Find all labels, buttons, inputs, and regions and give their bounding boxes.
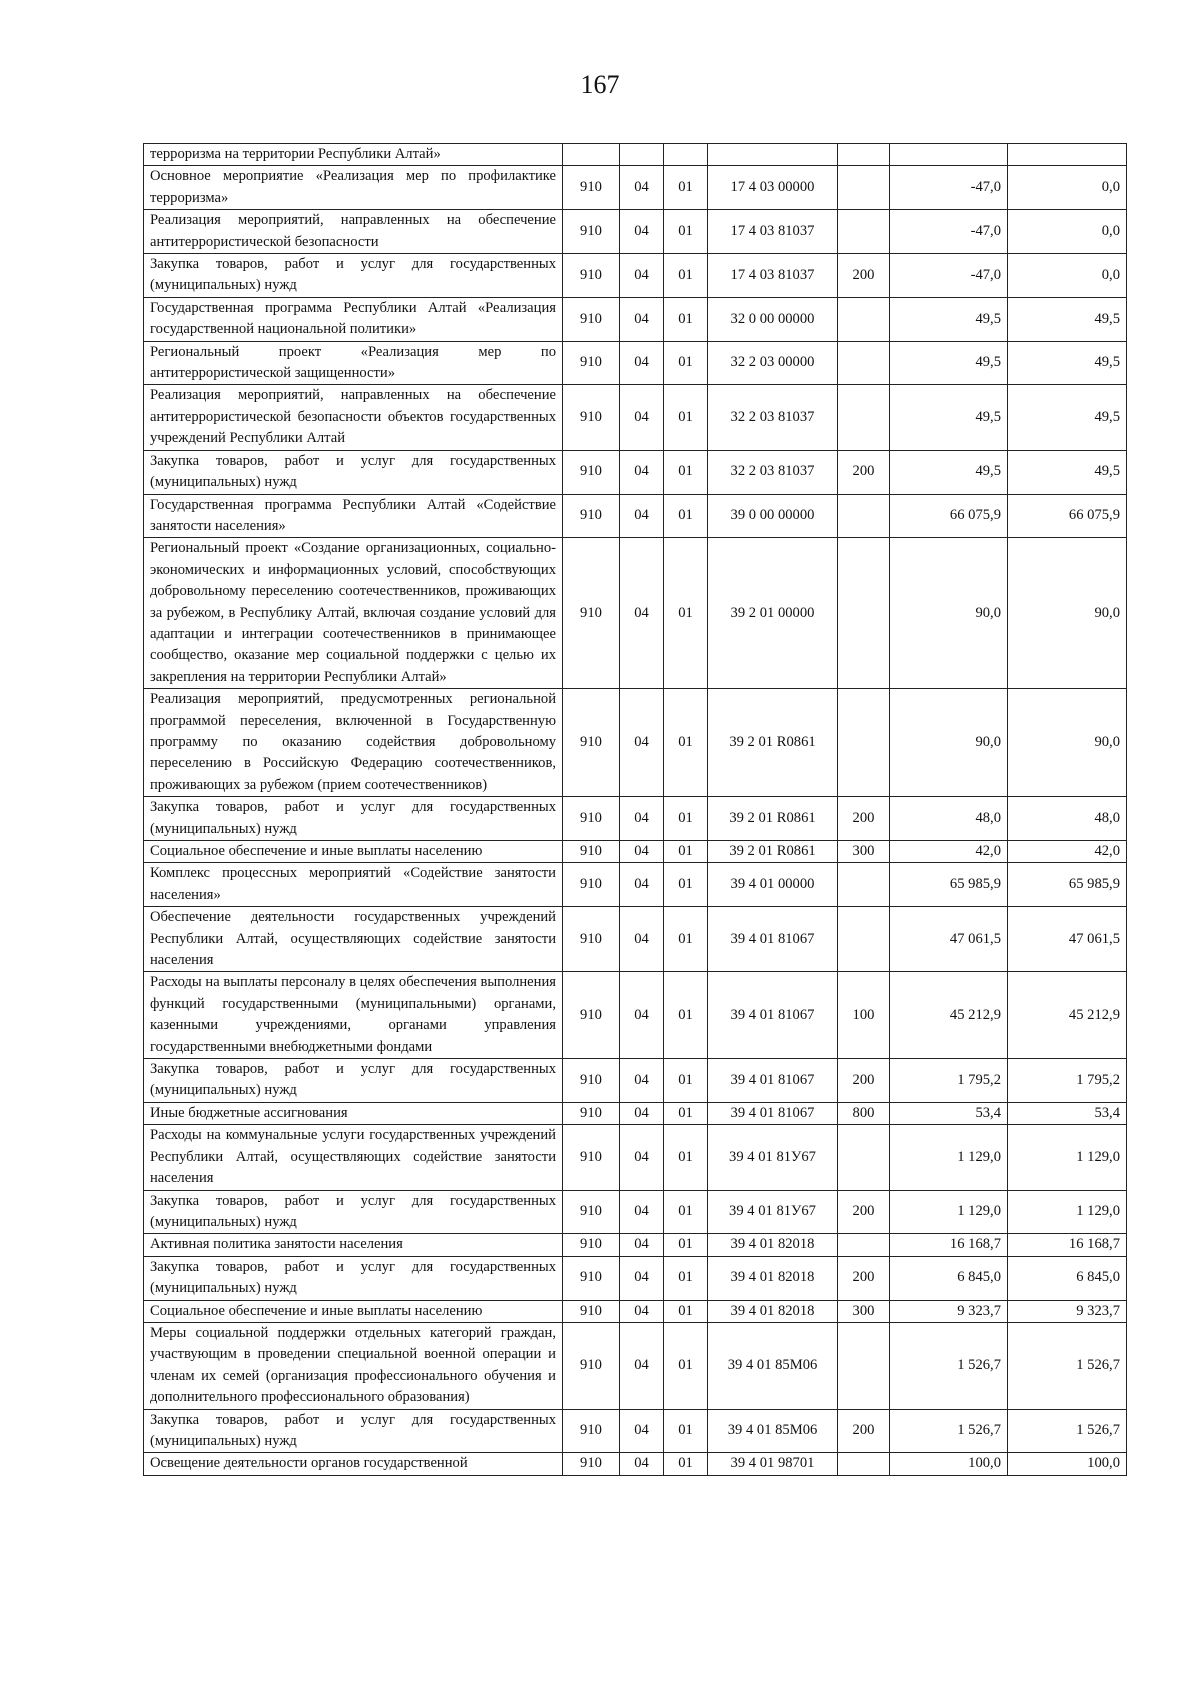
section-code: 04 (620, 907, 664, 972)
admin-code: 910 (563, 450, 620, 494)
expense-type-code (838, 297, 890, 341)
amount-2: 1 526,7 (1008, 1409, 1127, 1453)
table-row (144, 494, 1127, 538)
admin-code: 910 (563, 689, 620, 797)
table-row (144, 385, 1127, 450)
expense-description: Расходы на выплаты персоналу в целях обеспечения выполнения функций государственными (муниципальными) органами, казенными учреждениями, органами управления государственными внебюджетными фондами (144, 972, 563, 1059)
target-article-code: 39 2 01 00000 (708, 538, 838, 689)
amount-2: 65 985,9 (1008, 863, 1127, 907)
expense-type-code: 200 (838, 797, 890, 841)
expense-type-code (838, 863, 890, 907)
subsection-code: 01 (664, 341, 708, 385)
subsection-code: 01 (664, 1409, 708, 1453)
table-body (144, 144, 1127, 1476)
expense-description: Закупка товаров, работ и услуг для государственных (муниципальных) нужд (144, 1256, 563, 1300)
section-code: 04 (620, 494, 664, 538)
amount-1: 42,0 (890, 841, 1008, 863)
admin-code: 910 (563, 538, 620, 689)
expense-description: Социальное обеспечение и иные выплаты населению (144, 841, 563, 863)
expense-type-code: 300 (838, 841, 890, 863)
expense-description: Государственная программа Республики Алтай «Реализация государственной национальной политики» (144, 297, 563, 341)
target-article-code: 17 4 03 81037 (708, 210, 838, 254)
subsection-code: 01 (664, 494, 708, 538)
target-article-code: 17 4 03 00000 (708, 166, 838, 210)
section-code: 04 (620, 1409, 664, 1453)
expense-description: Реализация мероприятий, направленных на обеспечение антитеррористической безопасности (144, 210, 563, 254)
amount-1: 16 168,7 (890, 1234, 1008, 1256)
target-article-code: 32 2 03 00000 (708, 341, 838, 385)
amount-1: 65 985,9 (890, 863, 1008, 907)
expense-type-code (838, 144, 890, 166)
expense-description: Комплекс процессных мероприятий «Содействие занятости населения» (144, 863, 563, 907)
target-article-code: 39 4 01 81У67 (708, 1125, 838, 1190)
admin-code: 910 (563, 1322, 620, 1409)
subsection-code: 01 (664, 1322, 708, 1409)
target-article-code: 32 2 03 81037 (708, 450, 838, 494)
expense-type-code (838, 907, 890, 972)
section-code: 04 (620, 863, 664, 907)
expense-type-code (838, 494, 890, 538)
expense-description: терроризма на территории Республики Алтай» (144, 144, 563, 166)
amount-2: 42,0 (1008, 841, 1127, 863)
expense-description: Государственная программа Республики Алтай «Содействие занятости населения» (144, 494, 563, 538)
subsection-code: 01 (664, 297, 708, 341)
target-article-code: 39 4 01 82018 (708, 1234, 838, 1256)
expense-type-code: 200 (838, 1256, 890, 1300)
expense-description: Основное мероприятие «Реализация мер по профилактике терроризма» (144, 166, 563, 210)
amount-2: 49,5 (1008, 297, 1127, 341)
amount-2: 48,0 (1008, 797, 1127, 841)
table-row (144, 841, 1127, 863)
admin-code: 910 (563, 863, 620, 907)
admin-code: 910 (563, 1059, 620, 1103)
admin-code: 910 (563, 166, 620, 210)
admin-code: 910 (563, 1125, 620, 1190)
amount-1: 53,4 (890, 1102, 1008, 1124)
target-article-code: 39 2 01 R0861 (708, 689, 838, 797)
target-article-code: 39 4 01 81067 (708, 1102, 838, 1124)
expense-description: Закупка товаров, работ и услуг для государственных (муниципальных) нужд (144, 450, 563, 494)
subsection-code: 01 (664, 797, 708, 841)
amount-1: 1 795,2 (890, 1059, 1008, 1103)
amount-2: 1 129,0 (1008, 1190, 1127, 1234)
expense-type-code (838, 166, 890, 210)
admin-code: 910 (563, 297, 620, 341)
admin-code: 910 (563, 907, 620, 972)
amount-2: 0,0 (1008, 254, 1127, 298)
admin-code: 910 (563, 1102, 620, 1124)
admin-code: 910 (563, 1190, 620, 1234)
subsection-code: 01 (664, 1300, 708, 1322)
expense-description: Обеспечение деятельности государственных учреждений Республики Алтай, осуществляющих содействие занятости населения (144, 907, 563, 972)
section-code: 04 (620, 1453, 664, 1475)
amount-2: 90,0 (1008, 689, 1127, 797)
admin-code: 910 (563, 1234, 620, 1256)
table-row (144, 1409, 1127, 1453)
admin-code: 910 (563, 1409, 620, 1453)
table-row (144, 1125, 1127, 1190)
section-code: 04 (620, 538, 664, 689)
amount-2: 49,5 (1008, 385, 1127, 450)
section-code: 04 (620, 1234, 664, 1256)
admin-code: 910 (563, 797, 620, 841)
section-code: 04 (620, 1125, 664, 1190)
table-row (144, 538, 1127, 689)
section-code: 04 (620, 210, 664, 254)
table-row (144, 341, 1127, 385)
subsection-code: 01 (664, 972, 708, 1059)
subsection-code: 01 (664, 907, 708, 972)
amount-1: -47,0 (890, 166, 1008, 210)
subsection-code: 01 (664, 1102, 708, 1124)
subsection-code (664, 144, 708, 166)
section-code: 04 (620, 385, 664, 450)
expense-description: Иные бюджетные ассигнования (144, 1102, 563, 1124)
target-article-code: 17 4 03 81037 (708, 254, 838, 298)
section-code: 04 (620, 341, 664, 385)
amount-2: 1 795,2 (1008, 1059, 1127, 1103)
amount-1: 1 129,0 (890, 1190, 1008, 1234)
amount-1: 49,5 (890, 450, 1008, 494)
amount-2: 1 129,0 (1008, 1125, 1127, 1190)
amount-1: 90,0 (890, 689, 1008, 797)
target-article-code: 39 4 01 85М06 (708, 1322, 838, 1409)
subsection-code: 01 (664, 1256, 708, 1300)
amount-1: 90,0 (890, 538, 1008, 689)
target-article-code: 32 0 00 00000 (708, 297, 838, 341)
admin-code: 910 (563, 1453, 620, 1475)
amount-2: 100,0 (1008, 1453, 1127, 1475)
subsection-code: 01 (664, 1234, 708, 1256)
subsection-code: 01 (664, 1125, 708, 1190)
table-row (144, 1102, 1127, 1124)
expense-description: Социальное обеспечение и иные выплаты населению (144, 1300, 563, 1322)
table-row (144, 144, 1127, 166)
subsection-code: 01 (664, 450, 708, 494)
target-article-code: 39 4 01 82018 (708, 1300, 838, 1322)
admin-code: 910 (563, 341, 620, 385)
section-code: 04 (620, 1256, 664, 1300)
amount-1: 1 526,7 (890, 1409, 1008, 1453)
amount-2: 49,5 (1008, 341, 1127, 385)
expense-type-code: 200 (838, 450, 890, 494)
section-code: 04 (620, 1102, 664, 1124)
expense-type-code: 800 (838, 1102, 890, 1124)
expense-description: Закупка товаров, работ и услуг для государственных (муниципальных) нужд (144, 254, 563, 298)
table-row (144, 863, 1127, 907)
expense-type-code (838, 341, 890, 385)
expense-type-code (838, 1453, 890, 1475)
target-article-code: 39 2 01 R0861 (708, 841, 838, 863)
amount-1: 49,5 (890, 385, 1008, 450)
expense-description: Меры социальной поддержки отдельных категорий граждан, участвующим в проведении специальной военной операции и членам их семей (организация профессионального обучения и дополнительного профессионального образования) (144, 1322, 563, 1409)
subsection-code: 01 (664, 166, 708, 210)
target-article-code: 39 4 01 81У67 (708, 1190, 838, 1234)
target-article-code: 39 4 01 82018 (708, 1256, 838, 1300)
subsection-code: 01 (664, 1059, 708, 1103)
expense-description: Закупка товаров, работ и услуг для государственных (муниципальных) нужд (144, 797, 563, 841)
expense-description: Расходы на коммунальные услуги государственных учреждений Республики Алтай, осуществляющих содействие занятости населения (144, 1125, 563, 1190)
table-row (144, 972, 1127, 1059)
admin-code: 910 (563, 254, 620, 298)
expense-description: Освещение деятельности органов государственной (144, 1453, 563, 1475)
target-article-code: 39 4 01 85М06 (708, 1409, 838, 1453)
amount-1: 9 323,7 (890, 1300, 1008, 1322)
table-row (144, 1059, 1127, 1103)
amount-1: 49,5 (890, 297, 1008, 341)
expense-type-code (838, 385, 890, 450)
amount-2: 49,5 (1008, 450, 1127, 494)
table-row (144, 297, 1127, 341)
expense-type-code (838, 689, 890, 797)
expense-type-code (838, 1125, 890, 1190)
amount-1: 45 212,9 (890, 972, 1008, 1059)
subsection-code: 01 (664, 254, 708, 298)
subsection-code: 01 (664, 841, 708, 863)
amount-1: 1 526,7 (890, 1322, 1008, 1409)
amount-2: 0,0 (1008, 166, 1127, 210)
table-row (144, 1300, 1127, 1322)
expense-description: Закупка товаров, работ и услуг для государственных (муниципальных) нужд (144, 1409, 563, 1453)
target-article-code: 39 4 01 81067 (708, 972, 838, 1059)
expense-type-code: 300 (838, 1300, 890, 1322)
amount-2: 9 323,7 (1008, 1300, 1127, 1322)
amount-1: 47 061,5 (890, 907, 1008, 972)
target-article-code: 39 4 01 81067 (708, 907, 838, 972)
amount-1: 49,5 (890, 341, 1008, 385)
amount-1: 66 075,9 (890, 494, 1008, 538)
section-code: 04 (620, 972, 664, 1059)
section-code: 04 (620, 841, 664, 863)
table-row (144, 450, 1127, 494)
section-code: 04 (620, 1300, 664, 1322)
target-article-code: 39 4 01 81067 (708, 1059, 838, 1103)
subsection-code: 01 (664, 689, 708, 797)
subsection-code: 01 (664, 538, 708, 689)
table-row (144, 1322, 1127, 1409)
table-row (144, 1234, 1127, 1256)
admin-code: 910 (563, 494, 620, 538)
subsection-code: 01 (664, 210, 708, 254)
table-row (144, 210, 1127, 254)
section-code: 04 (620, 1059, 664, 1103)
target-article-code: 32 2 03 81037 (708, 385, 838, 450)
amount-2: 47 061,5 (1008, 907, 1127, 972)
section-code: 04 (620, 689, 664, 797)
budget-table (143, 143, 1127, 1476)
admin-code: 910 (563, 1256, 620, 1300)
page-number: 167 (580, 70, 620, 99)
target-article-code: 39 4 01 00000 (708, 863, 838, 907)
amount-2: 6 845,0 (1008, 1256, 1127, 1300)
target-article-code: 39 0 00 00000 (708, 494, 838, 538)
subsection-code: 01 (664, 1190, 708, 1234)
amount-2: 16 168,7 (1008, 1234, 1127, 1256)
admin-code (563, 144, 620, 166)
expense-description: Закупка товаров, работ и услуг для государственных (муниципальных) нужд (144, 1059, 563, 1103)
expense-type-code: 200 (838, 1190, 890, 1234)
expense-type-code: 200 (838, 1409, 890, 1453)
table-row (144, 254, 1127, 298)
amount-2: 90,0 (1008, 538, 1127, 689)
amount-1: 6 845,0 (890, 1256, 1008, 1300)
expense-type-code (838, 1234, 890, 1256)
expense-description: Реализация мероприятий, направленных на обеспечение антитеррористической безопасности объектов государственных учреждений Республики Алтай (144, 385, 563, 450)
subsection-code: 01 (664, 1453, 708, 1475)
amount-2: 53,4 (1008, 1102, 1127, 1124)
section-code: 04 (620, 1322, 664, 1409)
amount-1: -47,0 (890, 254, 1008, 298)
amount-1: 1 129,0 (890, 1125, 1008, 1190)
table-row (144, 1256, 1127, 1300)
amount-2: 45 212,9 (1008, 972, 1127, 1059)
expense-type-code (838, 1322, 890, 1409)
table-row (144, 166, 1127, 210)
target-article-code (708, 144, 838, 166)
amount-2: 1 526,7 (1008, 1322, 1127, 1409)
expense-description: Региональный проект «Реализация мер по антитеррористической защищенности» (144, 341, 563, 385)
amount-2 (1008, 144, 1127, 166)
amount-1: -47,0 (890, 210, 1008, 254)
admin-code: 910 (563, 210, 620, 254)
section-code: 04 (620, 297, 664, 341)
table-row (144, 1453, 1127, 1475)
amount-1: 48,0 (890, 797, 1008, 841)
admin-code: 910 (563, 841, 620, 863)
admin-code: 910 (563, 972, 620, 1059)
table-row (144, 797, 1127, 841)
section-code: 04 (620, 797, 664, 841)
expense-description: Закупка товаров, работ и услуг для государственных (муниципальных) нужд (144, 1190, 563, 1234)
subsection-code: 01 (664, 863, 708, 907)
target-article-code: 39 4 01 98701 (708, 1453, 838, 1475)
amount-1: 100,0 (890, 1453, 1008, 1475)
admin-code: 910 (563, 385, 620, 450)
section-code: 04 (620, 254, 664, 298)
section-code: 04 (620, 166, 664, 210)
expense-type-code (838, 538, 890, 689)
subsection-code: 01 (664, 385, 708, 450)
admin-code: 910 (563, 1300, 620, 1322)
table-row (144, 1190, 1127, 1234)
section-code (620, 144, 664, 166)
expense-type-code: 100 (838, 972, 890, 1059)
section-code: 04 (620, 1190, 664, 1234)
target-article-code: 39 2 01 R0861 (708, 797, 838, 841)
expense-type-code: 200 (838, 1059, 890, 1103)
expense-description: Активная политика занятости населения (144, 1234, 563, 1256)
expense-type-code (838, 210, 890, 254)
section-code: 04 (620, 450, 664, 494)
table-row (144, 689, 1127, 797)
table-row (144, 907, 1127, 972)
expense-description: Реализация мероприятий, предусмотренных региональной программой переселения, включенной в Государственную программу по оказанию содействия добровольному переселению в Российскую Федерацию соотечественников, проживающих за рубежом (прием соотечественников) (144, 689, 563, 797)
amount-2: 66 075,9 (1008, 494, 1127, 538)
amount-2: 0,0 (1008, 210, 1127, 254)
amount-1 (890, 144, 1008, 166)
expense-description: Региональный проект «Создание организационных, социально-экономических и информационных условий, способствующих добровольному переселению соотечественников, проживающих за рубежом, в Республику Алтай, включая создание условий для адаптации и интеграции соотечественников в принимающее сообщество, оказание мер социальной поддержки с целью их закрепления на территории Республики Алтай» (144, 538, 563, 689)
expense-type-code: 200 (838, 254, 890, 298)
